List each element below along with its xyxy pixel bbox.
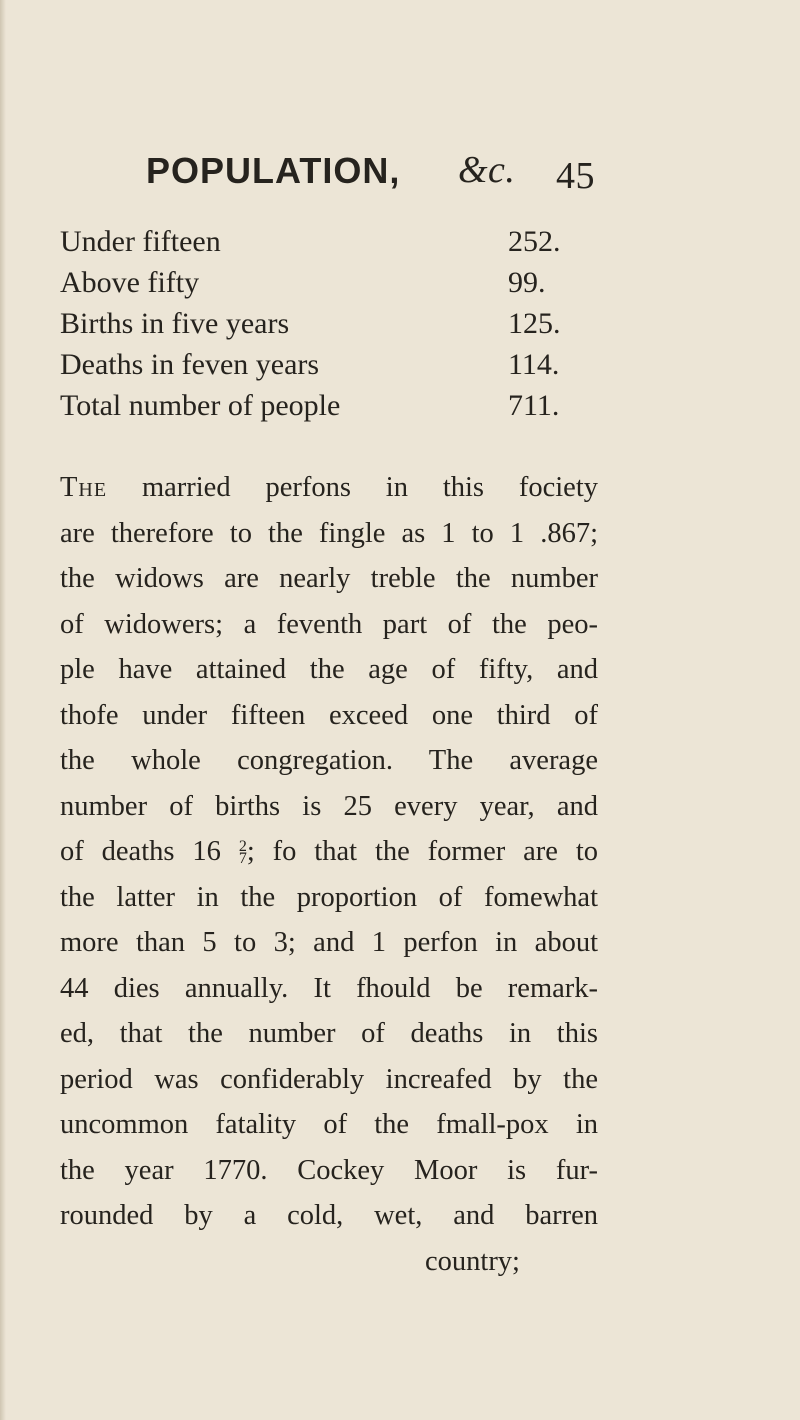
population-table — [60, 225, 620, 430]
row-label: Above fifty — [60, 266, 200, 299]
text-line — [60, 465, 598, 511]
row-label: Births in five years — [60, 307, 290, 340]
row-value: 125. — [508, 307, 561, 340]
text-line: number of births is 25 every year, and — [60, 790, 598, 822]
text-line: 44 dies annually. It fhould be remark- — [60, 972, 598, 1004]
text-line — [60, 829, 598, 875]
text-line: uncommon fatality of the fmall-pox in — [60, 1109, 598, 1140]
text-line: ed, that the number of deaths in this — [60, 1018, 598, 1049]
table-row — [60, 266, 620, 307]
text-line: the year 1770. Cockey Moor is fur- — [60, 1154, 598, 1186]
running-header — [146, 150, 596, 210]
header-etc: &c. — [458, 149, 516, 191]
text-line: of widowers; a feventh part of the peo- — [60, 608, 598, 640]
line-text: ; fo that the former are to — [246, 836, 599, 867]
catchword: country; — [425, 1245, 520, 1277]
page-number: 45 — [556, 155, 595, 197]
line-text: of deaths 16 — [60, 836, 221, 867]
row-value: 252. — [508, 225, 561, 258]
fraction-numerator: 2 — [238, 838, 247, 856]
table-row — [60, 225, 620, 266]
table-row — [60, 307, 620, 348]
text-line: rounded by a cold, wet, and barren — [60, 1200, 598, 1231]
fraction — [238, 838, 247, 868]
text-line: the latter in the proportion of fomewhat — [60, 881, 598, 913]
body-paragraph — [60, 465, 598, 1284]
header-title: POPULATION, — [146, 150, 401, 191]
text-line: thofe under fifteen exceed one third of — [60, 699, 598, 731]
opening-word: The — [60, 472, 108, 503]
text-line: period was confiderably increafed by the — [60, 1063, 598, 1095]
row-value: 99. — [508, 266, 546, 299]
row-label: Deaths in feven years — [60, 348, 320, 381]
row-value: 711. — [508, 389, 560, 422]
table-row — [60, 389, 620, 430]
text-line: are therefore to the fingle as 1 to 1 .867; — [60, 517, 598, 549]
text-line: more than 5 to 3; and 1 perfon in about — [60, 927, 598, 958]
page-edge — [0, 0, 6, 1420]
row-label: Under fifteen — [60, 225, 221, 258]
text-line: the widows are nearly treble the number — [60, 563, 598, 594]
row-label: Total number of people — [60, 389, 341, 422]
table-row — [60, 348, 620, 389]
row-value: 114. — [508, 348, 560, 381]
line-text: married perfons in this fociety — [141, 472, 599, 503]
text-line: ple have attained the age of fifty, and — [60, 654, 598, 685]
text-line: the whole congregation. The average — [60, 745, 598, 776]
fraction-denominator: 7 — [238, 850, 247, 868]
